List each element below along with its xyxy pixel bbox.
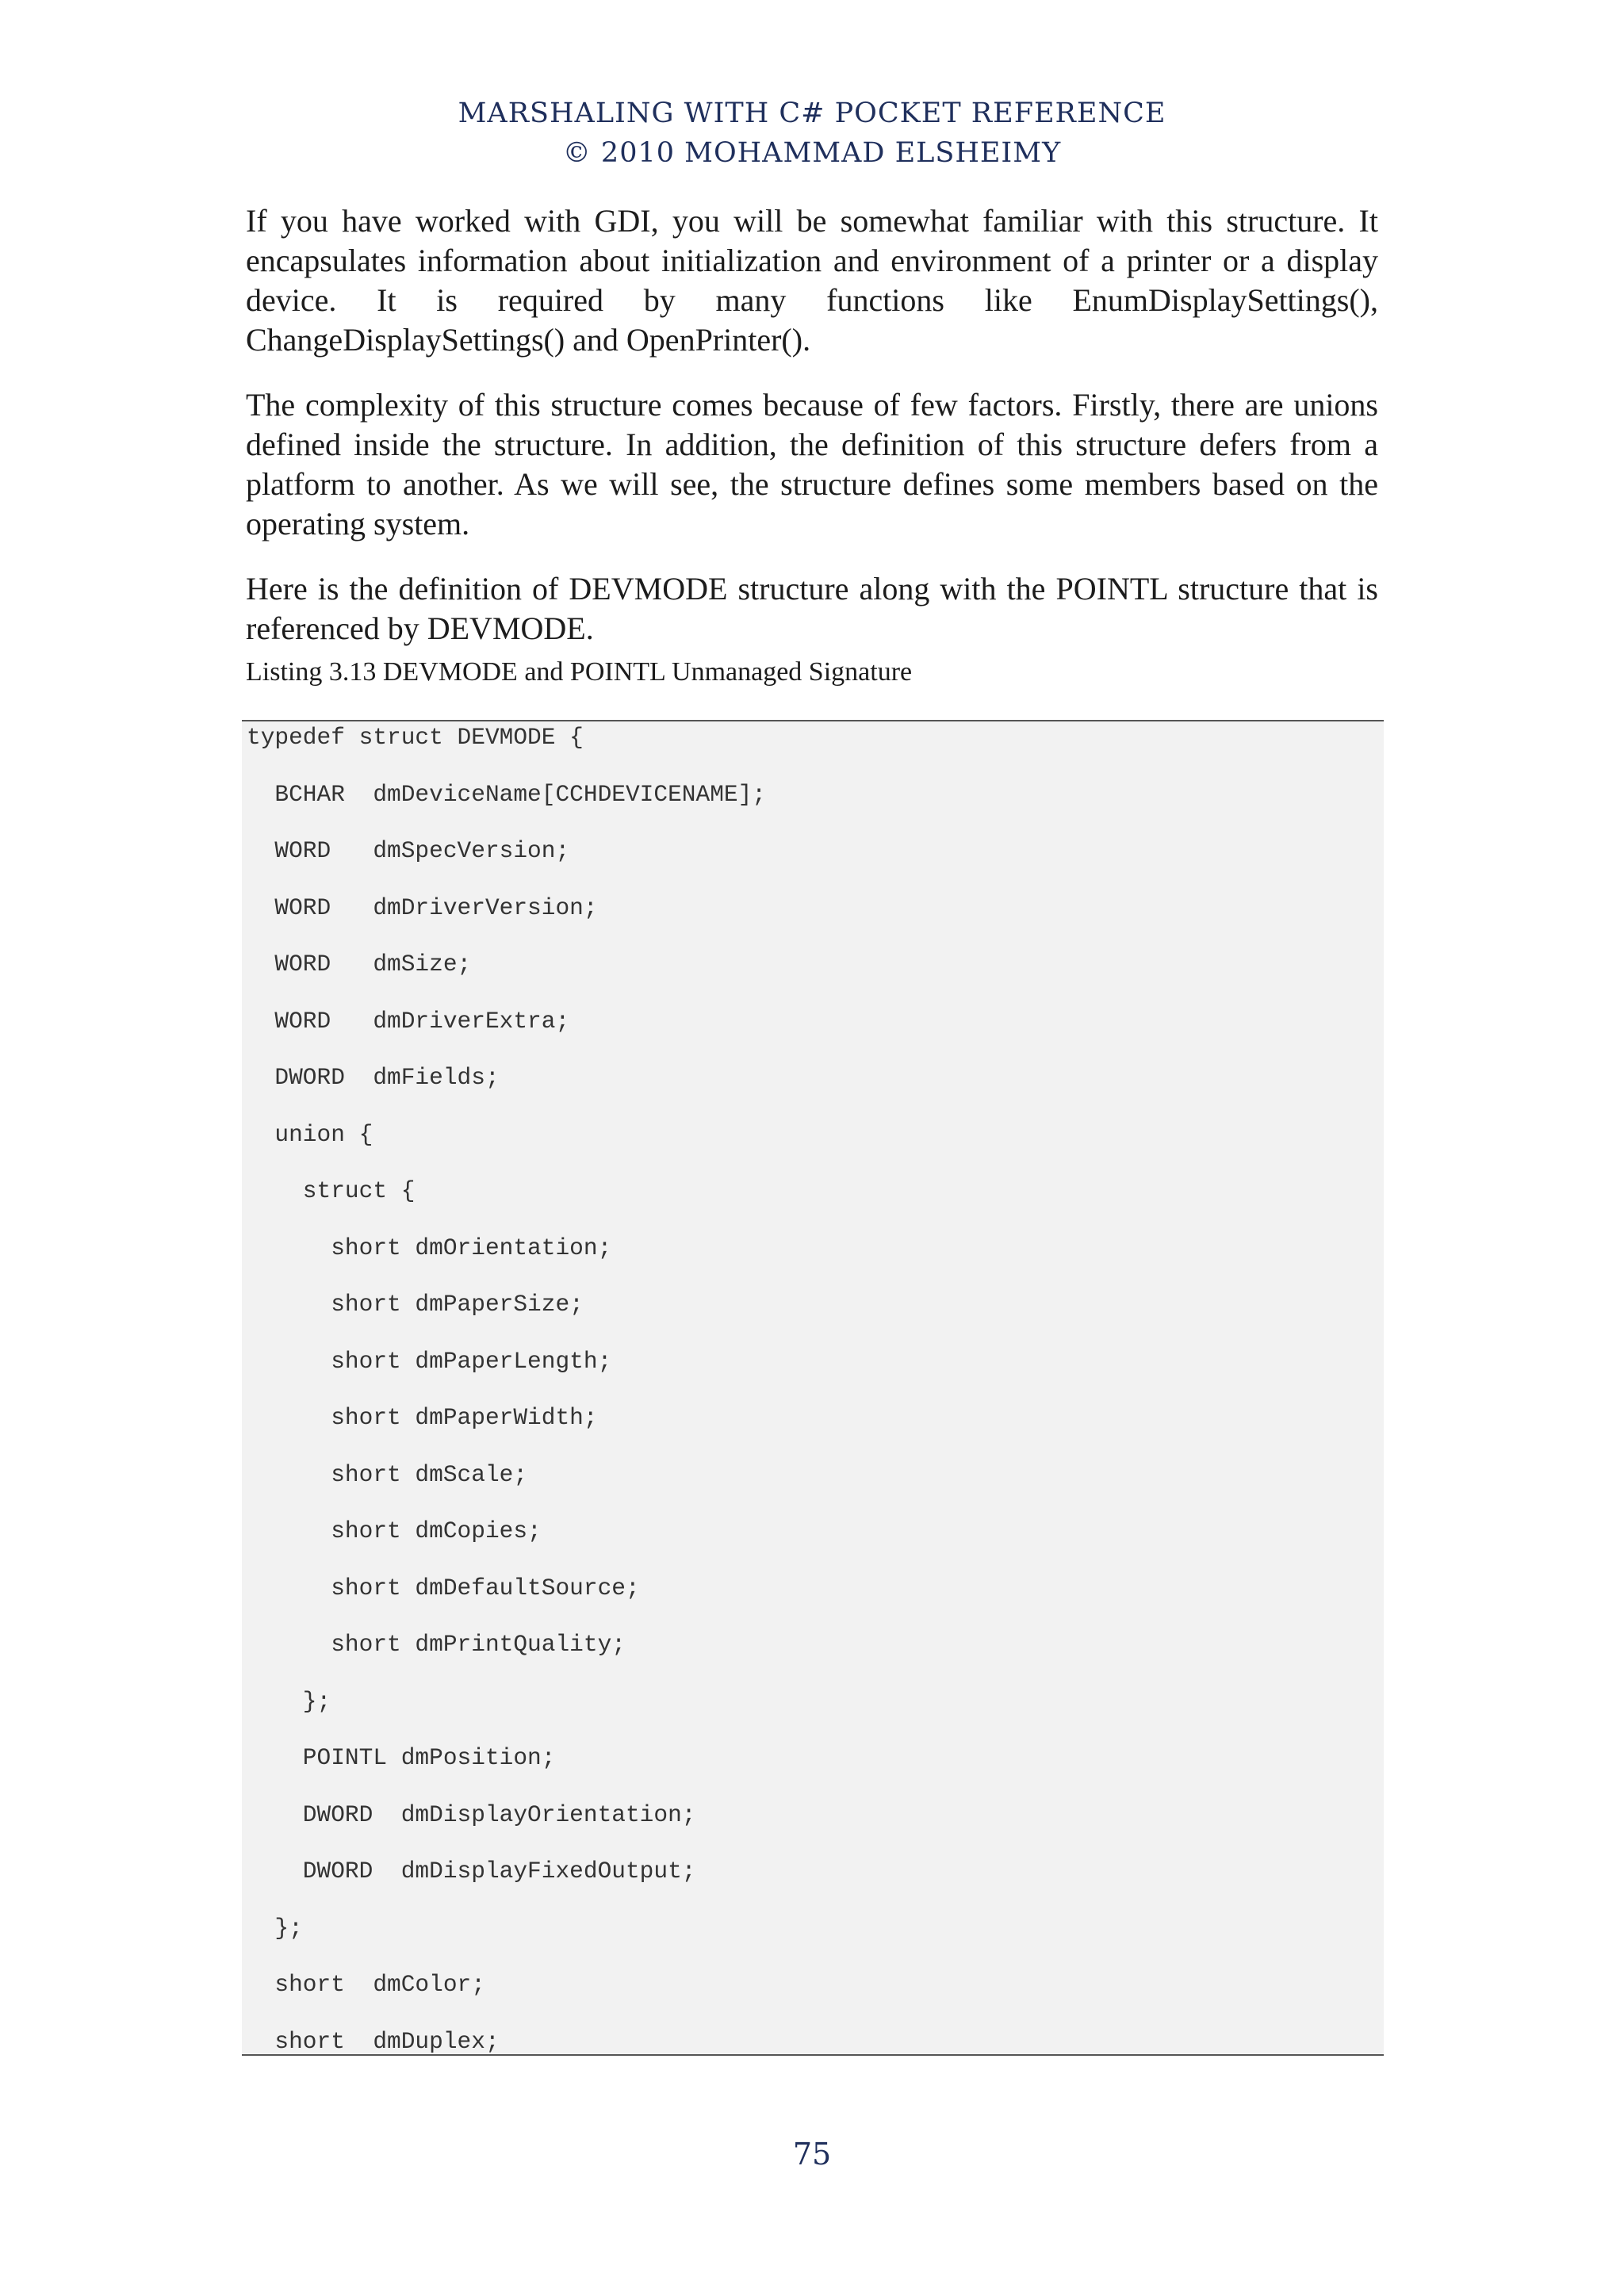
code-line: short dmDuplex; [247, 2027, 500, 2055]
code-listing [242, 720, 1384, 2056]
header-copyright: © 2010 MOHAMMAD ELSHEIMY [562, 137, 1062, 169]
code-line: short dmPaperLength; [247, 1347, 612, 1375]
page-number: 75 [792, 2137, 832, 2172]
running-header [0, 94, 1624, 173]
paragraph-definition: Here is the definition of DEVMODE structure along with the POINTL structure that is referenced by DEVMODE. [246, 571, 1378, 646]
code-line: short dmOrientation; [247, 1234, 612, 1261]
code-line: WORD dmSpecVersion; [247, 837, 570, 864]
code-line: WORD dmDriverVersion; [247, 894, 598, 921]
code-line: short dmPaperWidth; [247, 1404, 598, 1431]
code-line: POINTL dmPosition; [247, 1744, 556, 1771]
code-line: short dmPaperSize; [247, 1291, 584, 1318]
code-line: short dmScale; [247, 1460, 528, 1488]
paragraph-complexity: The complexity of this structure comes because of few factors. Firstly, there are unions defined inside the structure. In addition, the definition of this structure defers from a platform to another. As we will see, the structure defines some members based on the operating system. [246, 387, 1378, 541]
code-line: typedef struct DEVMODE { [247, 724, 584, 751]
code-line: }; [247, 1687, 331, 1715]
code-line: short dmColor; [247, 1971, 485, 1998]
code-line: DWORD dmDisplayOrientation; [247, 1800, 696, 1828]
code-line: DWORD dmFields; [247, 1064, 500, 1091]
code-line: struct { [247, 1177, 416, 1204]
code-line: short dmPrintQuality; [247, 1631, 626, 1658]
code-line: WORD dmDriverExtra; [247, 1007, 570, 1035]
listing-caption: Listing 3.13 DEVMODE and POINTL Unmanaged Signature [246, 657, 913, 687]
code-line: WORD dmSize; [247, 951, 472, 978]
page-content [246, 201, 1378, 691]
code-line: short dmCopies; [247, 1517, 542, 1544]
code-line: union { [247, 1120, 373, 1148]
code-line: BCHAR dmDeviceName[CCHDEVICENAME]; [247, 780, 767, 808]
code-line: }; [247, 1914, 303, 1942]
code-line: DWORD dmDisplayFixedOutput; [247, 1858, 696, 1885]
code-line: short dmDefaultSource; [247, 1574, 640, 1601]
header-title: MARSHALING WITH C# POCKET REFERENCE [458, 98, 1166, 129]
paragraph-intro: If you have worked with GDI, you will be somewhat familiar with this structure. It encapsulates information about initialization and environment of a printer or a display device. It is required by many functions like EnumDisplaySettings(), ChangeDisplaySettings() and OpenPrinter(). [246, 203, 1378, 358]
